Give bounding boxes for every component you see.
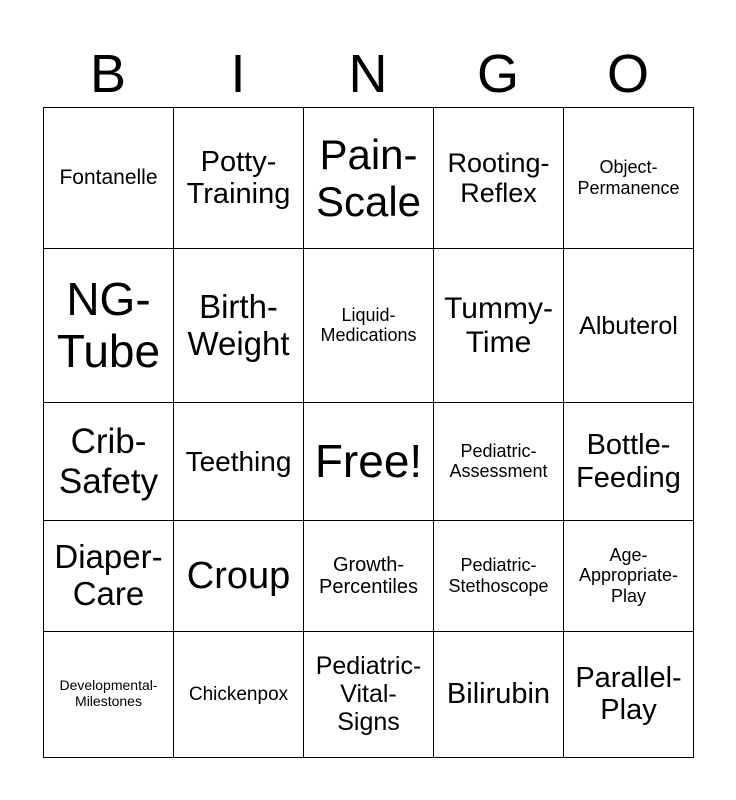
grid-cell [304, 520, 434, 631]
cell-label: Bilirubin [446, 678, 551, 711]
cell-label: Object- Permanence [577, 157, 680, 198]
header-letter-b: B [89, 44, 127, 104]
header-letter-n: N [348, 44, 388, 104]
grid-cell [44, 248, 174, 402]
cell-label: Free! [314, 434, 423, 487]
grid-cell [174, 631, 304, 757]
cell-label: Tummy- Time [444, 291, 553, 359]
grid-row [44, 403, 694, 521]
grid-cell [564, 520, 694, 631]
grid-cell [434, 520, 564, 631]
cell-label: Developmental- Milestones [59, 677, 158, 709]
header-letter-o: O [606, 44, 649, 104]
cell-label: Chickenpox [188, 683, 289, 705]
grid-cell [304, 248, 434, 402]
cell-label: Age- Appropriate- Play [578, 545, 679, 606]
grid-cell [174, 248, 304, 402]
grid-cell [304, 631, 434, 757]
grid-cell [434, 631, 564, 757]
cell-label: Croup [186, 554, 291, 597]
cell-label: Diaper- Care [54, 537, 163, 612]
grid-row [44, 108, 694, 249]
grid-cell [564, 631, 694, 757]
cell-label: Birth- Weight [187, 287, 290, 362]
cell-label: Albuterol [579, 311, 678, 340]
grid-cell [564, 108, 694, 249]
grid-cell [174, 108, 304, 249]
cell-label: Rooting- Reflex [447, 147, 550, 208]
bingo-grid [43, 107, 694, 758]
grid-row [44, 520, 694, 631]
grid-cell [44, 108, 174, 249]
cell-label: Bottle- Feeding [576, 429, 681, 494]
grid-cell [304, 403, 434, 521]
grid-cell [434, 403, 564, 521]
grid-cell [564, 403, 694, 521]
grid-cell [44, 403, 174, 521]
grid-cell [174, 403, 304, 521]
grid-cell [564, 248, 694, 402]
header-letter-i: I [230, 44, 246, 104]
cell-label: Pediatric- Assessment [449, 441, 548, 482]
cell-label: Growth- Percentiles [319, 553, 418, 598]
grid-row [44, 248, 694, 402]
grid-cell [174, 520, 304, 631]
grid-cell [44, 631, 174, 757]
cell-label: Potty- Training [186, 145, 291, 210]
grid-cell [434, 108, 564, 249]
grid-cell [44, 520, 174, 631]
cell-label: Fontanelle [59, 166, 158, 190]
grid-cell [304, 108, 434, 249]
grid-row [44, 631, 694, 757]
cell-label: Pediatric- Stethoscope [448, 555, 549, 596]
cell-label: NG- Tube [56, 273, 161, 377]
cell-label: Pediatric- Vital- Signs [315, 652, 422, 737]
header-letter-g: G [476, 44, 519, 104]
bingo-header [43, 40, 693, 108]
cell-label: Teething [185, 445, 292, 477]
grid-cell [434, 248, 564, 402]
cell-label: Parallel- Play [575, 662, 682, 727]
cell-label: Pain- Scale [315, 130, 422, 225]
cell-label: Liquid- Medications [320, 305, 417, 346]
cell-label: Crib- Safety [58, 422, 159, 501]
